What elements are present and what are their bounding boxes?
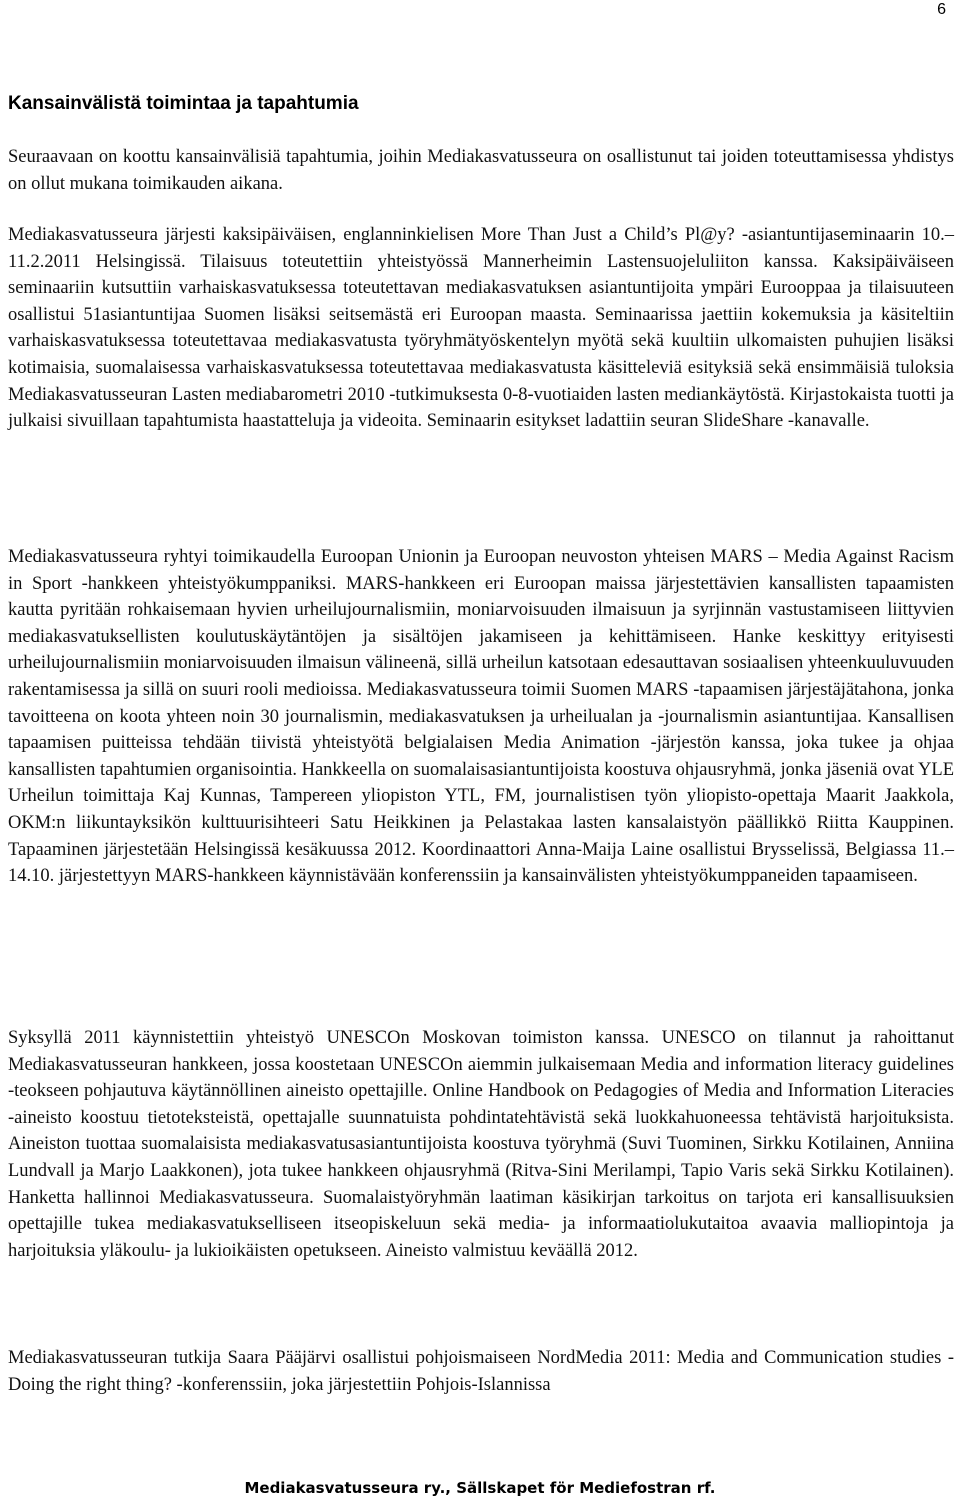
paragraph-unesco: Syksyllä 2011 käynnistettiin yhteistyö UNESCOn Moskovan toimiston kanssa. UNESCO on tilannut ja rahoittanut Mediakasvatusseuran hankkeen, jossa koostetaan UNESCOn aiemmin julkaisemaan Media and information literacy guidelines -teokseen pohjautuva käytännöllinen aineisto opettajille. Online Handbook on Pedagogies of Media and Information Literacies -aineisto koostuu tietoteksteistä, opettajalle suunnatuista pohdintatehtävistä sekä luokkahuoneessa tehtävistä harjoituksista. Aineiston tuottaa suomalaisista mediakasvatusasiantuntijoista koostuva työryhmä (Suvi Tuominen, Sirkku Kotilainen, Anniina Lundvall ja Marjo Laakkonen), jota tukee hankkeen ohjausryhmä (Ritva-Sini Merilampi, Tapio Varis sekä Sirkku Kotilainen). Hanketta hallinnoi Mediakasvatusseura. Suomalaistyöryhmän laatiman käsikirjan tarkoitus on tarjota eri kansallisuuksien opettajille tukea mediakasvatukselliseen itseopiskeluun sekä media- ja informaatiolukutaitoa avaavia malliopintoja ja harjoituksia yläkoulu- ja lukioikäisten opetukseen. Aineisto valmistuu keväällä 2012. [8, 1028, 954, 1261]
paragraph-seminar: Mediakasvatusseura järjesti kaksipäiväisen, englanninkielisen More Than Just a Child’s Pl@y? -asiantuntijaseminaarin 10.–11.2.2011 Helsingissä. Tilaisuus toteutettiin yhteistyössä Mannerheimin Lastensuojeluliiton kanssa. Kaksipäiväiseen seminaariin kutsuttiin varhaiskasvatuksessa toteutettavan mediakasvatuksen asiantuntijoita ympäri Eurooppaa ja tilaisuuteen osallistui 51asiantuntijaa Suomen lisäksi seitsemästä eri Euroopan maasta. Seminaarissa jaettiin kokemuksia ja käsiteltiin varhaiskasvatuksessa toteutettavaa mediakasvatusta työryhmätyöskentelyn myötä sekä kuultiin ulkomaisten puhujien lisäksi kotimaisia, suomalaisessa varhaiskasvatuksessa toteutettavaa mediakasvatusta käsitteleviä esityksiä sekä ensimmäisiä tuloksia Mediakasvatusseuran Lasten mediabarometri 2010 -tutkimuksesta 0-8-vuotiaiden lasten mediankäytöstä. Kirjastokaista tuotti ja julkaisi sivuillaan tapahtumista haastatteluja ja videoita. Seminaarin esitykset ladattiin seuran SlideShare -kanavalle. [8, 225, 954, 432]
page-number: 6 [937, 1, 946, 18]
paragraph-mars: Mediakasvatusseura ryhtyi toimikaudella Euroopan Unionin ja Euroopan neuvoston yhteisen MARS – Media Against Racism in Sport -hankkeen yhteistyökumppaniksi. MARS-hankkeen eri Euroopan maissa järjestettävien kansallisten tapaamisten kautta pyritään rohkaisemaan hyvien urheilujournalismiin, moniarvoisuuden ilmaisuun ja syrjinnän vastustamiseen liittyvien mediakasvatuksellisten koulutuskäytäntöjen ja sisältöjen jakamiseen ja kehittämiseen. Hanke keskittyy erityisesti urheilujournalismiin moniarvoisuuden ilmaisun välineenä, sillä urheilun katsotaan edesauttavan sosiaalisen yhteenkuuluvuuden rakentamisessa ja sillä on suuri rooli medioissa. Mediakasvatusseura toimii Suomen MARS -tapaamisen järjestäjätahona, jonka tavoitteena on koota yhteen noin 30 journalismin, mediakasvatuksen ja urheilualan ja -journalismin asiantuntijaa. Kansallisen tapaamisen puitteissa tehdään tiivistä yhteistyötä belgialaisen Media Animation -järjestön kanssa, joka tukee ja ohjaa kansallisten tapahtumien organisointia. Hankkeella on suomalaisasiantuntijoista koostuva ohjausryhmä, jonka jäseniä ovat YLE Urheilun toimittaja Kaj Kunnas, Tampereen yliopiston YTL, FM, journalistisen työn yliopisto-opettaja Maarit Jaakkola, OKM:n liikuntayksikön kulttuurisihteeri Satu Heikkinen ja Pelastakaa lasten kansalaistyön päällikkö Riitta Kauppinen. Tapaaminen järjestetään Helsingissä kesäkuussa 2012. Koordinaattori Anna-Maija Laine osallistui Brysselissä, Belgiassa 11.–14.10. järjestettyyn MARS-hankkeen käynnistävään konferenssiin ja kansainvälisten yhteistyökumppaneiden tapaamiseen. [8, 547, 954, 887]
paragraph-intro: Seuraavaan on koottu kansainvälisiä tapahtumia, joihin Mediakasvatusseura on osallistunut tai joiden toteuttamisessa yhdistys on ollut mukana toimikauden aikana. [8, 147, 954, 194]
page-footer: Mediakasvatusseura ry., Sällskapet för Mediefostran rf. [244, 1479, 716, 1497]
section-heading: Kansainvälistä toimintaa ja tapahtumia [8, 93, 359, 114]
paragraph-nordmedia: Mediakasvatusseuran tutkija Saara Pääjärvi osallistui pohjoismaiseen NordMedia 2011: Media and Communication studies - Doing the right thing? -konferenssiin, joka järjestettiin Pohjois-Islannissa [8, 1348, 954, 1395]
